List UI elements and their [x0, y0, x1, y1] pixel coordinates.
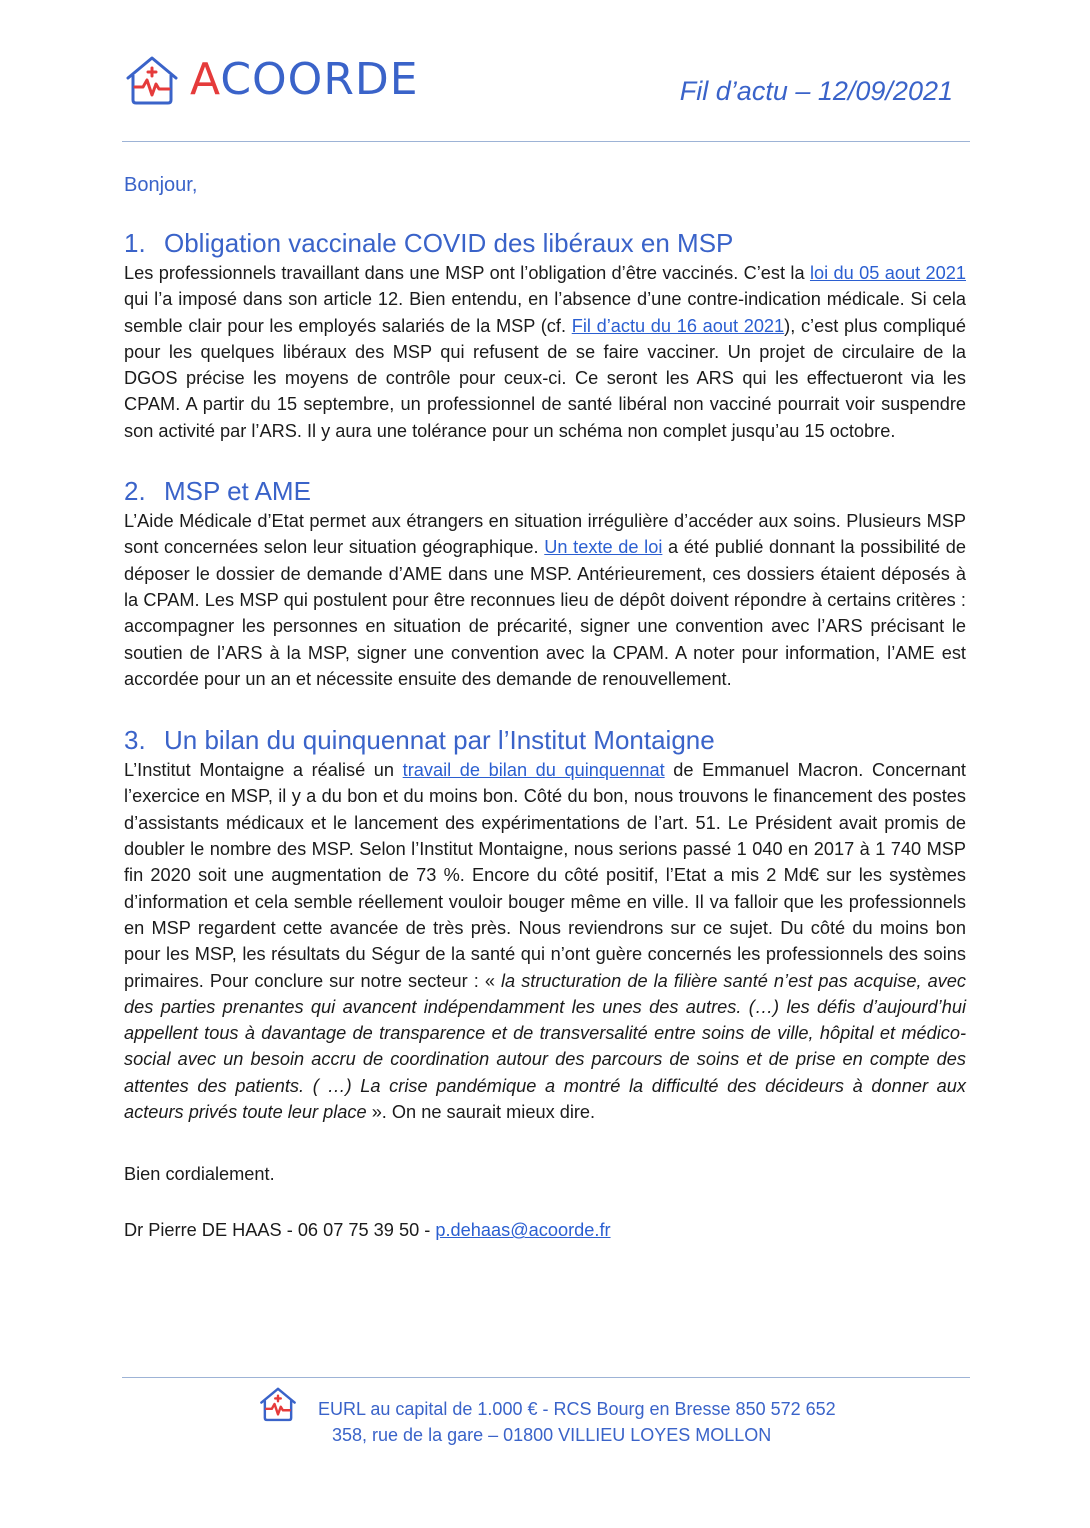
- house-heartbeat-icon: [124, 54, 180, 106]
- house-heartbeat-icon: [258, 1386, 298, 1422]
- letter-body: [124, 170, 966, 1243]
- link-texte-de-loi[interactable]: Un texte de loi: [544, 537, 663, 558]
- section-3: [124, 723, 966, 1125]
- text-run: L’Institut Montaigne a réalisé un: [124, 760, 403, 781]
- text-run: de Emmanuel Macron. Concernant l’exercice en MSP, il y a du bon et du moins bon. Côté du bon, nous trouvons le financement des postes d’assistants médicaux et le lancement des expérimentations de l’art. 51. Le Président avait promis de doubler le nombre des MSP. Selon l’Institut Montaigne, nous serions passé 1 040 en 2017 à 1 740 MSP fin 2020 soit une augmentation de 73 %. Encore du côté positif, l’Etat a mis 2 Md€ sur les systèmes d’information et cela semble réellement vouloir bouger même en ville. Il va falloir que les professionnels en MSP regardent cette avancée de très près. Nous reviendrons sur ce sujet. Du côté du moins bon pour les MSP, les résultats du Ségur de la santé qui n’ont guère concernés les professionnels des soins primaires. Pour conclure sur notre secteur : «: [124, 760, 966, 991]
- closing: Bien cordialement.: [124, 1164, 275, 1185]
- text-run: L’Aide Médicale d’Etat permet aux étrangers en situation irrégulière d’accéder aux soins. Plusieurs MSP sont concernées selon leur situation géographique.: [124, 511, 966, 558]
- signature-text: Dr Pierre DE HAAS - 06 07 75 39 50 -: [124, 1220, 436, 1241]
- section-1: [124, 226, 966, 444]
- company-footer: [318, 1396, 836, 1448]
- link-loi-05-aout-2021[interactable]: loi du 05 aout 2021: [809, 263, 966, 283]
- section-number: 2.: [124, 476, 146, 507]
- text-run: qui l’a imposé dans son article 12. Bien entendu, en l’absence d’une contre-indication médicale. Si cela semble clair pour les employés salariés de la MSP (cf.: [124, 289, 966, 336]
- section-1-paragraph: [124, 260, 966, 444]
- section-2-heading: [124, 474, 966, 508]
- section-3-heading: [124, 723, 966, 757]
- brand-rest: COORDE: [220, 54, 419, 105]
- text-run: a été publié donnant la possibilité de déposer le dossier de demande d’AME dans une MSP. Antérieurement, ces dossiers étaient déposés à la CPAM. Les MSP qui postulent pour être reconnues lieu de dépôt doivent répondre à certains critères : accompagner les personnes en situation de précarité, signer une convention avec l’ARS précisant le soutien de l’ARS à la MSP, signer une convention avec la CPAM. A noter pour information, l’AME est accordée pour un an et nécessite ensuite des demande de renouvellement.: [124, 537, 967, 689]
- dateline: Fil d’actu – 12/09/2021: [679, 76, 953, 106]
- link-fil-actu-16-aout-2021[interactable]: Fil d’actu du 16 aout 2021: [571, 315, 785, 336]
- footer-line-1: EURL au capital de 1.000 € - RCS Bourg en Bresse 850 572 652: [318, 1399, 836, 1419]
- footer-line-2: 358, rue de la gare – 01800 VILLIEU LOYES MOLLON: [332, 1425, 772, 1445]
- brand-logo: [124, 52, 419, 108]
- header-divider: [122, 141, 970, 142]
- section-number: 1.: [124, 228, 146, 258]
- section-title: Obligation vaccinale COVID des libéraux en MSP: [164, 228, 734, 258]
- link-bilan-quinquennat[interactable]: travail de bilan du quinquennat: [402, 760, 665, 781]
- signature: [124, 1217, 966, 1243]
- section-2: [124, 474, 966, 692]
- brand-first-letter: A: [190, 54, 221, 105]
- section-2-paragraph: [124, 508, 966, 692]
- greeting: Bonjour,: [124, 174, 198, 196]
- email-link[interactable]: p.dehaas@acoorde.fr: [435, 1220, 611, 1241]
- section-3-paragraph: [124, 757, 966, 1125]
- section-title: Un bilan du quinquennat par l’Institut Montaigne: [164, 725, 715, 756]
- section-title: MSP et AME: [164, 476, 311, 507]
- section-number: 3.: [124, 725, 146, 756]
- section-1-heading: [124, 226, 966, 260]
- footer-divider: [122, 1377, 970, 1378]
- text-run: ), c’est plus compliqué pour les quelques libéraux des MSP qui refusent de se faire vacciner. Un projet de circulaire de la DGOS précise les moyens de contrôle pour ceux-ci. Ce seront les ARS qui les effectueront via les CPAM. A partir du 15 septembre, un professionnel de santé libéral non vacciné pourrait voir suspendre son activité par l’ARS. Il y aura une tolérance pour un schéma non complet jusqu’au 15 octobre.: [124, 315, 966, 441]
- quote-text: la structuration de la filière santé n’est pas acquise, avec des parties prenantes qui avancent indépendamment les unes des autres. (…) les défis d’aujourd’hui appellent tous à davantage de transparence et de transversalité entre soins de ville, hôpital et médico-social avec un besoin accru de coordination autour des parcours de soins et de prise en compte des attentes des patients. ( …) La crise pandémique a montré la difficulté des décideurs à donner aux acteurs privés toute leur place: [124, 970, 966, 1123]
- text-run: Les professionnels travaillant dans une MSP ont l’obligation d’être vaccinés. C’est la: [124, 263, 810, 283]
- brand-wordmark: [190, 52, 419, 108]
- text-run: ». On ne saurait mieux dire.: [366, 1102, 596, 1123]
